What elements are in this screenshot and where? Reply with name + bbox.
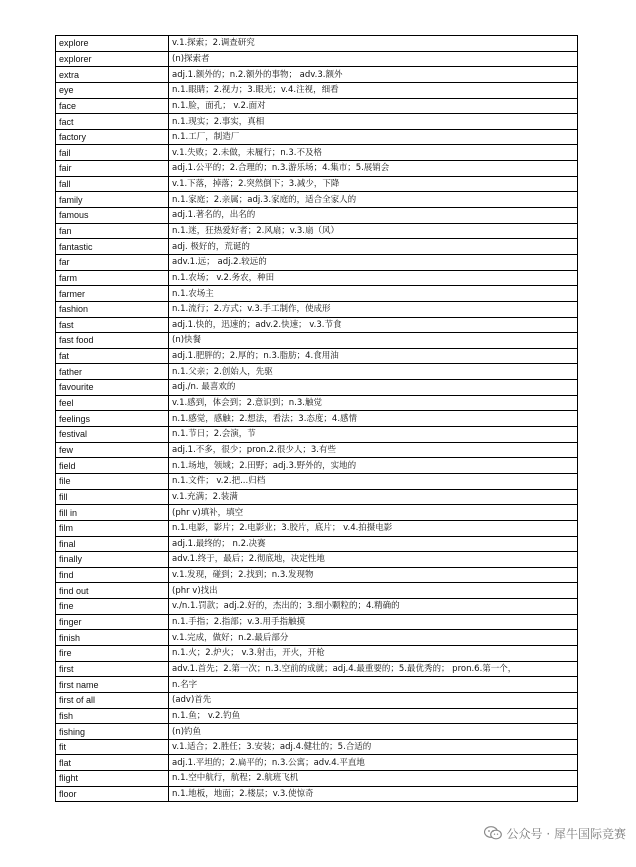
word-cell: flat xyxy=(56,755,169,771)
table-row xyxy=(56,411,578,427)
table-row xyxy=(56,286,578,302)
definition-cell: v.1.适合；2.胜任；3.安装；adj.4.健壮的；5.合适的 xyxy=(169,739,578,755)
table-row xyxy=(56,755,578,771)
table-row xyxy=(56,630,578,646)
word-cell: extra xyxy=(56,67,169,83)
word-cell: film xyxy=(56,520,169,536)
table-row xyxy=(56,739,578,755)
table-row xyxy=(56,364,578,380)
definition-cell: n.1.农场主 xyxy=(169,286,578,302)
table-row xyxy=(56,458,578,474)
definition-cell: v.1.失败；2.未做，未履行；n.3.不及格 xyxy=(169,145,578,161)
table-row xyxy=(56,505,578,521)
definition-cell: n.1.父亲；2.创始人，先驱 xyxy=(169,364,578,380)
word-cell: feel xyxy=(56,395,169,411)
table-row xyxy=(56,771,578,787)
table-row xyxy=(56,614,578,630)
word-cell: farm xyxy=(56,270,169,286)
word-cell: fail xyxy=(56,145,169,161)
table-row xyxy=(56,661,578,677)
table-row xyxy=(56,51,578,67)
table-row xyxy=(56,161,578,177)
table-row xyxy=(56,552,578,568)
word-cell: few xyxy=(56,442,169,458)
definition-cell: n.1.节日；2.会演，节 xyxy=(169,427,578,443)
table-row xyxy=(56,208,578,224)
word-cell: fan xyxy=(56,223,169,239)
word-cell: finally xyxy=(56,552,169,568)
word-cell: famous xyxy=(56,208,169,224)
table-row xyxy=(56,301,578,317)
definition-cell: adj./n. 最喜欢的 xyxy=(169,380,578,396)
word-cell: fat xyxy=(56,348,169,364)
definition-cell: adv.1.远； adj.2.较远的 xyxy=(169,254,578,270)
table-row xyxy=(56,708,578,724)
table-row xyxy=(56,692,578,708)
definition-cell: n.1.场地，领域；2.田野；adj.3.野外的，实地的 xyxy=(169,458,578,474)
watermark-text: 公众号 · 犀牛国际竞赛 xyxy=(506,826,626,841)
word-cell: floor xyxy=(56,786,169,802)
definition-cell: n.1.农场； v.2.务农，种田 xyxy=(169,270,578,286)
definition-cell: adv.1.终于，最后；2.彻底地，决定性地 xyxy=(169,552,578,568)
definition-cell: n.1.电影，影片；2.电影业；3.胶片，底片； v.4.拍摄电影 xyxy=(169,520,578,536)
word-cell: fit xyxy=(56,739,169,755)
word-cell: face xyxy=(56,98,169,114)
word-cell: fantastic xyxy=(56,239,169,255)
table-row xyxy=(56,567,578,583)
table-row xyxy=(56,223,578,239)
definition-cell: n.1.家庭；2.亲属；adj.3.家庭的，适合全家人的 xyxy=(169,192,578,208)
definition-cell: v./n.1.罚款；adj.2.好的，杰出的；3.细小颗粒的；4.精确的 xyxy=(169,599,578,615)
definition-cell: n.名字 xyxy=(169,677,578,693)
definition-cell: (n)钓鱼 xyxy=(169,724,578,740)
word-cell: family xyxy=(56,192,169,208)
table-row xyxy=(56,489,578,505)
word-cell: first name xyxy=(56,677,169,693)
definition-cell: n.1.现实；2.事实，真相 xyxy=(169,114,578,130)
definition-cell: adj.1.公平的；2.合理的；n.3.游乐场；4.集市；5.展销会 xyxy=(169,161,578,177)
word-cell: favourite xyxy=(56,380,169,396)
definition-cell: v.1.探索；2.调查研究 xyxy=(169,36,578,52)
word-cell: fall xyxy=(56,176,169,192)
table-row xyxy=(56,380,578,396)
word-cell: fast food xyxy=(56,333,169,349)
word-cell: finger xyxy=(56,614,169,630)
word-cell: fine xyxy=(56,599,169,615)
table-row xyxy=(56,254,578,270)
table-row xyxy=(56,239,578,255)
definition-cell: adv.1.首先；2.第一次；n.3.空前的成就；adj.4.最重要的；5.最优秀的； pron.6.第一个， xyxy=(169,661,578,677)
word-cell: finish xyxy=(56,630,169,646)
word-cell: fill in xyxy=(56,505,169,521)
table-row xyxy=(56,348,578,364)
definition-cell: adj.1.额外的；n.2.额外的事物； adv.3.额外 xyxy=(169,67,578,83)
word-cell: far xyxy=(56,254,169,270)
table-row xyxy=(56,645,578,661)
table-row xyxy=(56,395,578,411)
word-cell: factory xyxy=(56,129,169,145)
definition-cell: adj.1.最终的； n.2.决赛 xyxy=(169,536,578,552)
table-row xyxy=(56,427,578,443)
word-cell: festival xyxy=(56,427,169,443)
word-cell: field xyxy=(56,458,169,474)
definition-cell: (adv)首先 xyxy=(169,692,578,708)
definition-cell: v.1.发现，碰到；2.找到；n.3.发现物 xyxy=(169,567,578,583)
word-cell: fact xyxy=(56,114,169,130)
table-row xyxy=(56,520,578,536)
word-cell: explore xyxy=(56,36,169,52)
definition-cell: (n)快餐 xyxy=(169,333,578,349)
table-row xyxy=(56,442,578,458)
word-cell: fire xyxy=(56,645,169,661)
word-cell: fish xyxy=(56,708,169,724)
definition-cell: adj. 极好的，荒诞的 xyxy=(169,239,578,255)
vocabulary-table-body xyxy=(56,36,578,802)
definition-cell: n.1.感觉，感触；2.想法，看法；3.态度；4.感情 xyxy=(169,411,578,427)
definition-cell: adj.1.不多，很少；pron.2.很少人；3.有些 xyxy=(169,442,578,458)
definition-cell: adj.1.肥胖的；2.厚的；n.3.脂肪；4.食用油 xyxy=(169,348,578,364)
word-cell: fair xyxy=(56,161,169,177)
watermark xyxy=(484,823,626,843)
table-row xyxy=(56,192,578,208)
table-row xyxy=(56,114,578,130)
table-row xyxy=(56,333,578,349)
table-row xyxy=(56,724,578,740)
table-row xyxy=(56,270,578,286)
table-row xyxy=(56,599,578,615)
table-row xyxy=(56,317,578,333)
definition-cell: v.1.下落，掉落；2.突然倒下；3.减少，下降 xyxy=(169,176,578,192)
word-cell: fill xyxy=(56,489,169,505)
word-cell: first of all xyxy=(56,692,169,708)
word-cell: feelings xyxy=(56,411,169,427)
word-cell: flight xyxy=(56,771,169,787)
table-row xyxy=(56,67,578,83)
definition-cell: n.1.地板，地面；2.楼层；v.3.使惊奇 xyxy=(169,786,578,802)
word-cell: first xyxy=(56,661,169,677)
definition-cell: v.1.充满；2.装满 xyxy=(169,489,578,505)
table-row xyxy=(56,129,578,145)
definition-cell: adj.1.快的，迅速的；adv.2.快速； v.3.节食 xyxy=(169,317,578,333)
definition-cell: n.1.眼睛；2.视力；3.眼光；v.4.注视，细看 xyxy=(169,82,578,98)
definition-cell: adj.1.著名的，出名的 xyxy=(169,208,578,224)
word-cell: fishing xyxy=(56,724,169,740)
definition-cell: (n)探索者 xyxy=(169,51,578,67)
definition-cell: n.1.火；2.炉火； v.3.射击，开火，开枪 xyxy=(169,645,578,661)
definition-cell: n.1.流行；2.方式；v.3.手工制作，使成形 xyxy=(169,301,578,317)
table-row xyxy=(56,36,578,52)
definition-cell: n.1.迷，狂热爱好者；2.风扇；v.3.扇（风） xyxy=(169,223,578,239)
table-row xyxy=(56,583,578,599)
word-cell: fashion xyxy=(56,301,169,317)
definition-cell: (phr v)找出 xyxy=(169,583,578,599)
table-row xyxy=(56,98,578,114)
wechat-icon xyxy=(484,826,502,840)
table-row xyxy=(56,82,578,98)
definition-cell: adj.1.平坦的；2.扁平的；n.3.公寓；adv.4.平直地 xyxy=(169,755,578,771)
word-cell: find out xyxy=(56,583,169,599)
definition-cell: (phr v)填补，填空 xyxy=(169,505,578,521)
word-cell: final xyxy=(56,536,169,552)
table-row xyxy=(56,176,578,192)
table-row xyxy=(56,145,578,161)
word-cell: find xyxy=(56,567,169,583)
definition-cell: v.1.感到，体会到；2.意识到；n.3.触觉 xyxy=(169,395,578,411)
definition-cell: n.1.手指；2.指部；v.3.用手指触摸 xyxy=(169,614,578,630)
definition-cell: n.1.空中航行，航程；2.航班飞机 xyxy=(169,771,578,787)
word-cell: file xyxy=(56,473,169,489)
definition-cell: n.1.脸，面孔； v.2.面对 xyxy=(169,98,578,114)
definition-cell: n.1.文件； v.2.把...归档 xyxy=(169,473,578,489)
definition-cell: v.1.完成，做好；n.2.最后部分 xyxy=(169,630,578,646)
table-row xyxy=(56,536,578,552)
table-row xyxy=(56,786,578,802)
word-cell: father xyxy=(56,364,169,380)
table-row xyxy=(56,473,578,489)
definition-cell: n.1.鱼； v.2.钓鱼 xyxy=(169,708,578,724)
word-cell: eye xyxy=(56,82,169,98)
definition-cell: n.1.工厂，制造厂 xyxy=(169,129,578,145)
word-cell: fast xyxy=(56,317,169,333)
word-cell: explorer xyxy=(56,51,169,67)
table-row xyxy=(56,677,578,693)
word-cell: farmer xyxy=(56,286,169,302)
vocabulary-table xyxy=(55,35,578,802)
